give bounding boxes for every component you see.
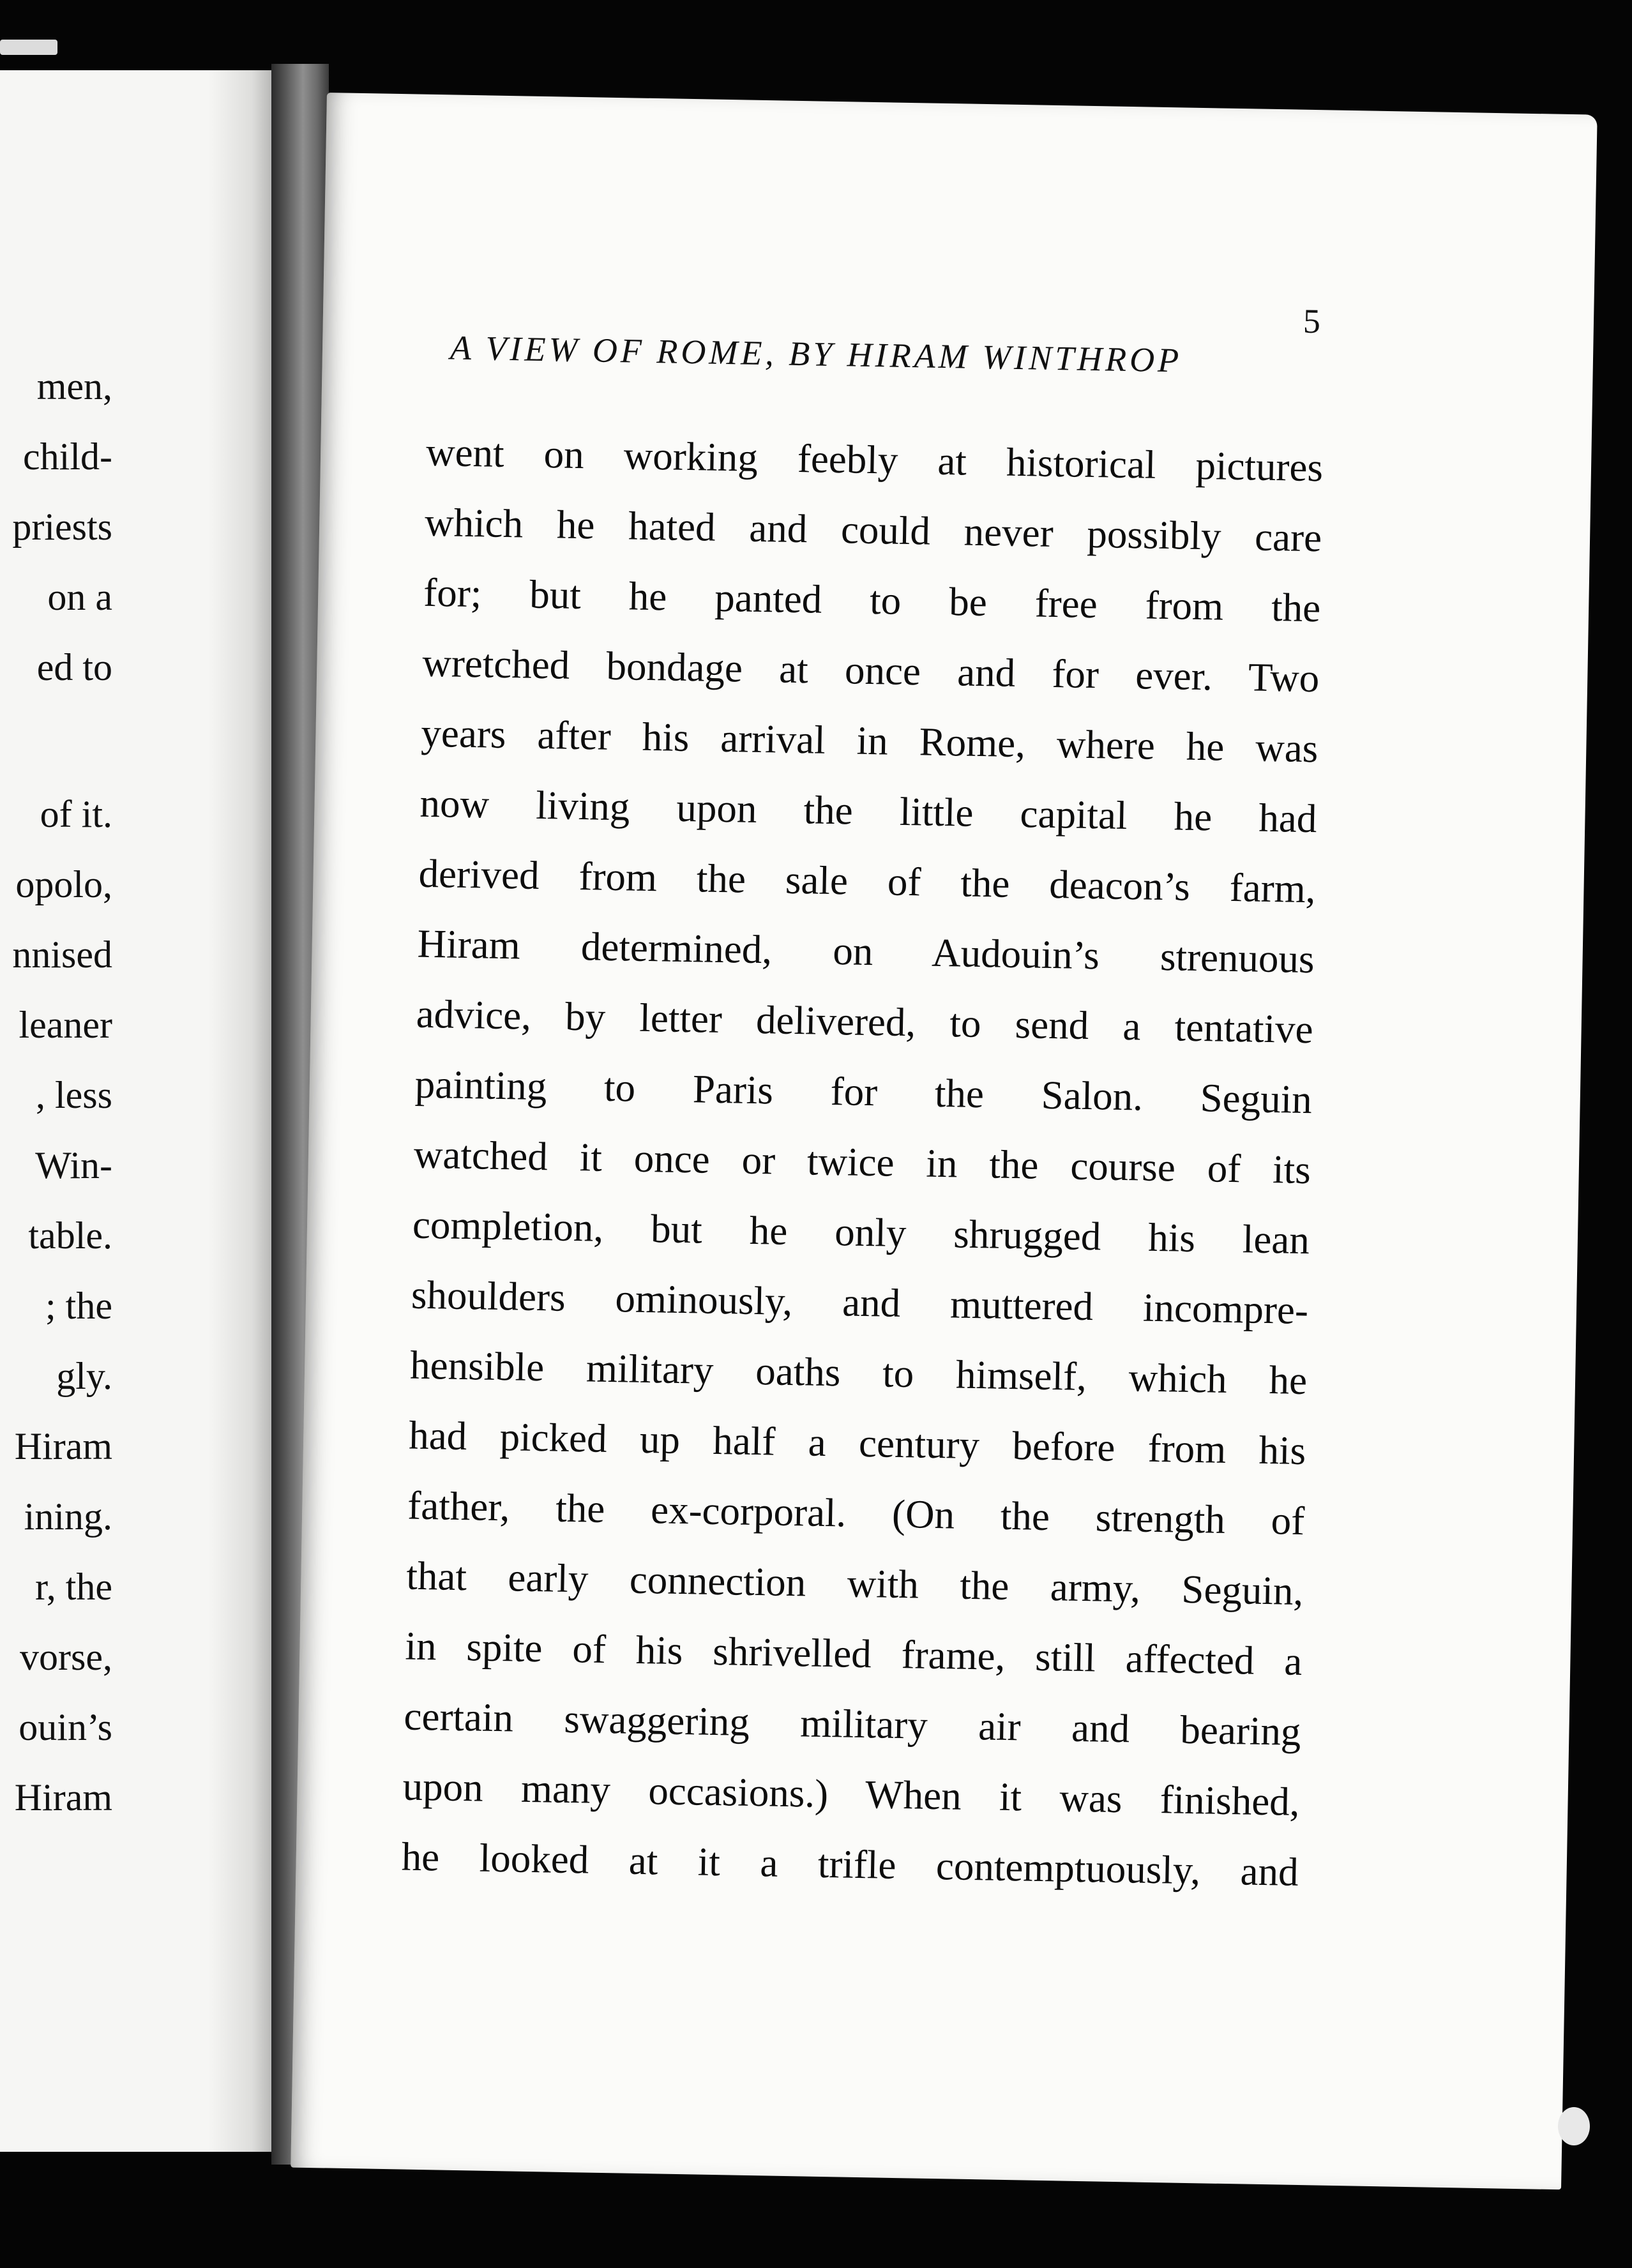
text-line: upon many occasions.) When it was finished, [402,1764,1301,1824]
left-line-fragment: Hiram [14,1776,112,1818]
left-line-fragment: ouin’s [19,1706,112,1748]
left-line-fragment: leaner [19,1004,112,1046]
text-line: years after his arrival in Rome, where he was [420,710,1318,771]
body-text [401,417,1324,1907]
text-line: for; but he panted to be free from the [423,570,1321,631]
text-line: advice, by letter delivered, to send a tentative [416,991,1314,1052]
left-page-shadow [208,70,271,2152]
left-line-fragment: nnised [12,934,112,976]
text-line: in spite of his shrivelled frame, still affected a [404,1623,1303,1684]
left-line-fragment: ; the [45,1285,112,1327]
text-line: that early connection with the army, Seguin, [405,1553,1304,1614]
text-line: had picked up half a century before from his [408,1412,1306,1474]
text-line: derived from the sale of the deacon’s farm, [418,850,1317,912]
left-line-fragment: vorse, [20,1636,112,1678]
left-line-fragment: table. [28,1214,112,1257]
text-line: hensible military oaths to himself, which he [409,1342,1308,1403]
text-line: wretched bondage at once and for ever. Two [421,640,1320,701]
text-line: completion, but he only shrugged his lean [412,1202,1310,1263]
left-line-fragment: , less [36,1074,112,1116]
left-line-fragment: child- [23,435,112,478]
left-line-fragment: on a [47,576,112,618]
scan-speck [1558,2107,1590,2145]
text-line: shoulders ominously, and muttered incompre- [411,1272,1309,1333]
left-line-fragment: opolo, [15,863,112,905]
text-line: watched it once or twice in the course of its [413,1131,1311,1193]
text-line: father, the ex-corporal. (On the strength of [407,1483,1305,1544]
text-line: he looked at it a trifle contemptuously, and [401,1834,1299,1894]
left-line-fragment: men, [36,365,112,407]
left-line-fragment: priests [12,506,112,548]
left-line-fragment: ining. [24,1495,112,1538]
left-line-fragment: Win- [35,1144,112,1186]
text-line: which he hated and could never possibly care [424,499,1322,561]
text-line: certain swaggering military air and bearing [404,1693,1302,1755]
running-head: A VIEW OF ROME, BY HIRAM WINTHROP [450,328,1182,380]
text-line: painting to Paris for the Salon. Seguin [414,1061,1313,1123]
left-line-fragment: gly. [56,1355,112,1397]
page-number: 5 [1303,301,1321,341]
left-line-fragment: Hiram [14,1425,112,1467]
text-line: now living upon the little capital he had [419,780,1317,842]
scan-speck [0,40,57,55]
text-line: went on working feebly at historical pictures [425,429,1324,490]
left-line-fragment: r, the [35,1566,112,1608]
right-page [291,93,1597,2189]
text-line: Hiram determined, on Audouin’s strenuous [417,921,1315,982]
left-line-fragment: ed to [36,646,112,688]
left-line-fragment: of it. [40,793,112,835]
